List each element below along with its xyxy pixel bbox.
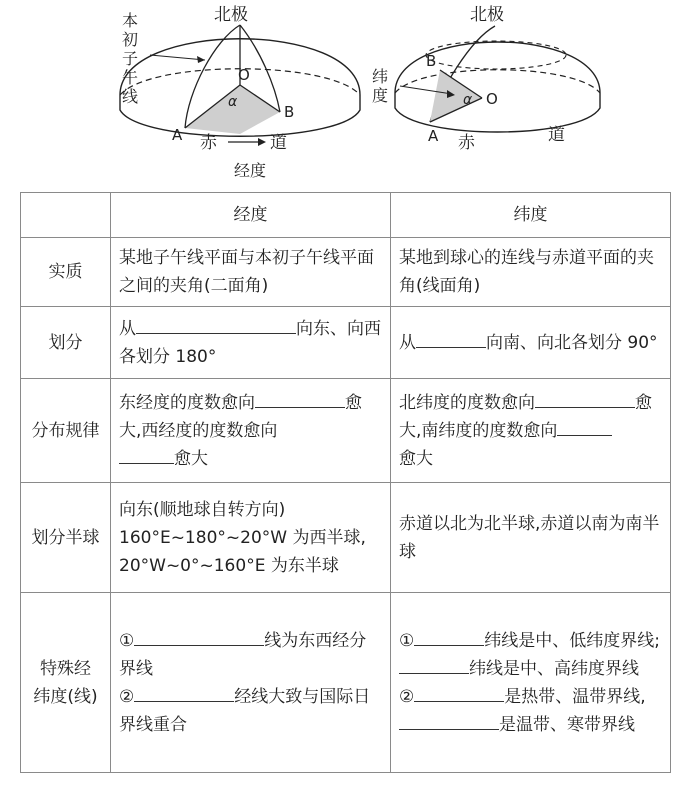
latitude-diagram <box>372 5 600 153</box>
special-lat-blank-4[interactable] <box>399 711 499 730</box>
division-lon-text-b: 向东、向西各划分 180° <box>119 318 381 367</box>
row-special-label-line-1: 特殊经 <box>40 658 91 679</box>
special-lat-blank-2[interactable] <box>399 655 469 674</box>
north-pole-label: 北极 <box>214 5 248 25</box>
angle-alpha-label: α <box>228 94 238 110</box>
latitude-angle-wedge <box>430 70 482 122</box>
pointer-arrowhead <box>197 56 205 63</box>
right-point-b-label: B <box>426 52 437 70</box>
hemisphere-latitude: 赤道以北为北半球,赤道以南为南半球 <box>391 483 671 593</box>
pattern-lat-text-c: 愈大 <box>399 448 433 469</box>
pattern-lon-blank-1[interactable] <box>255 389 345 408</box>
division-longitude <box>111 307 391 379</box>
special-lon-marker-1: ① <box>119 630 135 651</box>
special-lon-marker-2: ② <box>119 686 135 707</box>
special-longitude <box>111 593 391 773</box>
latitude-char-1: 纬 <box>372 67 389 86</box>
table-header-row <box>21 193 671 238</box>
prime-meridian-char-3: 子 <box>122 49 139 68</box>
pattern-lon-text-c: 愈大 <box>174 448 208 469</box>
hemisphere-lon-line-2: 160°E~180°~20°W 为西半球, <box>119 527 366 548</box>
pattern-lon-blank-2[interactable] <box>119 445 174 464</box>
center-o-label: O <box>238 66 250 84</box>
row-pattern <box>21 379 671 483</box>
prime-meridian-char-5: 线 <box>122 87 139 106</box>
special-lat-text-4: 是温带、寒带界线 <box>499 714 635 735</box>
special-lat-text-1: 纬线是中、低纬度界线; <box>484 630 660 651</box>
division-latitude <box>391 307 671 379</box>
equator-right-char: 道 <box>270 133 287 153</box>
longitude-label: 经度 <box>234 161 267 180</box>
special-lon-blank-2[interactable] <box>134 683 234 702</box>
point-a-label: A <box>172 126 183 144</box>
longitude-diagram <box>120 5 360 180</box>
longitude-latitude-table <box>20 192 671 773</box>
special-lon-text-2: 经线大致与国际日界线重合 <box>119 686 371 735</box>
pattern-lat-text-b: 愈大,南纬度的度数愈向 <box>399 392 652 441</box>
division-lat-text-a: 从 <box>399 332 416 353</box>
row-division <box>21 307 671 379</box>
header-latitude: 纬度 <box>391 193 671 238</box>
right-equator-right-char: 道 <box>548 125 565 145</box>
row-special-label <box>21 593 111 773</box>
essence-latitude: 某地到球心的连线与赤道平面的夹角(线面角) <box>391 238 671 307</box>
hemisphere-longitude <box>111 483 391 593</box>
header-longitude: 经度 <box>111 193 391 238</box>
latitude-circle <box>426 41 566 69</box>
prime-meridian-char-2: 初 <box>122 30 139 49</box>
row-hemisphere-label: 划分半球 <box>21 483 111 593</box>
hemisphere-lon-line-3: 20°W~0°~160°E 为东半球 <box>119 555 339 576</box>
row-special <box>21 593 671 773</box>
special-lat-marker-1: ① <box>399 630 415 651</box>
special-lat-blank-3[interactable] <box>414 683 504 702</box>
right-point-a-label: A <box>428 127 439 145</box>
pattern-longitude <box>111 379 391 483</box>
pointer-prime-meridian <box>150 55 205 60</box>
division-lon-blank[interactable] <box>136 315 296 334</box>
pattern-lat-blank-2[interactable] <box>557 417 612 436</box>
pattern-lat-text-a: 北纬度的度数愈向 <box>399 392 535 413</box>
globe-diagrams <box>0 0 678 185</box>
special-lat-item-2 <box>399 683 662 739</box>
essence-longitude: 某地子午线平面与本初子午线平面之间的夹角(二面角) <box>111 238 391 307</box>
division-lon-text-a: 从 <box>119 318 136 339</box>
row-essence <box>21 238 671 307</box>
hemisphere-lon-line-1: 向东(顺地球自转方向) <box>119 499 286 520</box>
special-latitude <box>391 593 671 773</box>
right-center-o-label: O <box>486 90 498 108</box>
row-essence-label: 实质 <box>21 238 111 307</box>
prime-meridian-char-1: 本 <box>122 11 139 30</box>
pattern-lon-text-b: 愈大,西经度的度数愈向 <box>119 392 362 441</box>
right-equator-left-char: 赤 <box>458 133 475 153</box>
point-b-label: B <box>284 103 295 121</box>
pattern-lat-blank-1[interactable] <box>535 389 635 408</box>
pattern-latitude <box>391 379 671 483</box>
special-lon-blank-1[interactable] <box>134 627 264 646</box>
special-lat-text-3: 是热带、温带界线, <box>504 686 646 707</box>
special-lon-text-1: 线为东西经分界线 <box>119 630 367 679</box>
right-north-pole-label: 北极 <box>470 5 504 25</box>
row-special-label-line-2: 纬度(线) <box>33 686 98 707</box>
header-empty <box>21 193 111 238</box>
latitude-char-2: 度 <box>372 86 389 105</box>
special-lat-blank-1[interactable] <box>414 627 484 646</box>
special-lon-item-1 <box>119 627 382 683</box>
row-hemisphere <box>21 483 671 593</box>
division-lat-blank[interactable] <box>416 329 486 348</box>
special-lat-text-2: 纬线是中、高纬度界线 <box>469 658 639 679</box>
special-lon-item-2 <box>119 683 382 739</box>
prime-meridian-char-4: 午 <box>122 68 139 87</box>
pattern-lon-text-a: 东经度的度数愈向 <box>119 392 255 413</box>
special-lat-item-1 <box>399 627 662 683</box>
row-division-label: 划分 <box>21 307 111 379</box>
special-lat-marker-2: ② <box>399 686 415 707</box>
row-pattern-label: 分布规律 <box>21 379 111 483</box>
division-lat-text-b: 向南、向北各划分 90° <box>486 332 658 353</box>
equator-arrowhead <box>258 138 266 146</box>
equator-left-char: 赤 <box>200 133 217 153</box>
right-angle-alpha-label: α <box>463 92 473 108</box>
